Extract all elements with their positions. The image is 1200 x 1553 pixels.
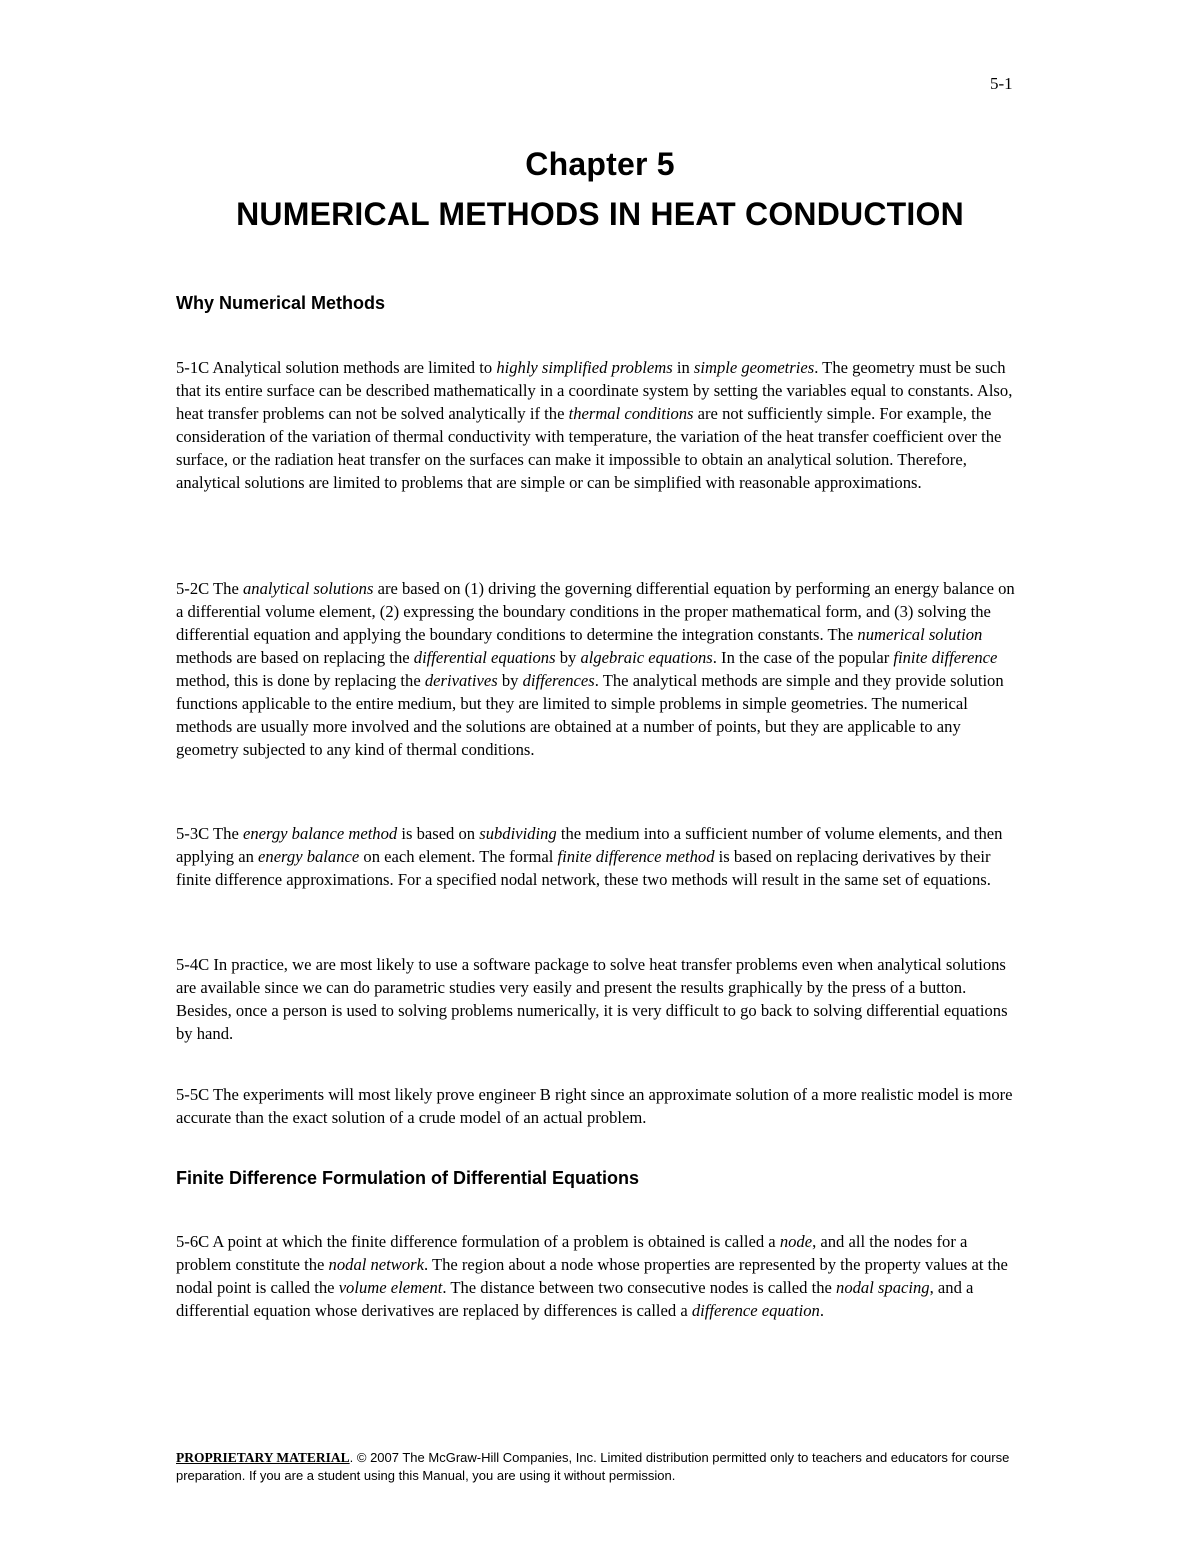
problem-number: 5-2C — [176, 579, 210, 598]
emphasized-term: volume element — [338, 1278, 443, 1297]
emphasized-term: differential equations — [413, 648, 556, 667]
problem-number: 5-1C — [176, 358, 210, 377]
paragraph-text: method, this is done by replacing the — [176, 671, 425, 690]
paragraph-text: A point at which the finite difference formulation of a problem is obtained is called a — [209, 1232, 780, 1251]
paragraph-text: Analytical solution methods are limited to — [209, 358, 497, 377]
page-number: 5-1 — [990, 74, 1013, 93]
paragraph-text: by — [497, 671, 523, 690]
emphasized-term: derivatives — [424, 671, 498, 690]
emphasized-term: thermal conditions — [568, 404, 694, 423]
paragraph-text: The — [209, 579, 243, 598]
emphasized-term: analytical solutions — [242, 579, 374, 598]
footer — [176, 1449, 1026, 1485]
paragraph-text: The experiments will most likely prove engineer B right since an approximate solution of a more realistic model is more accurate than the exact solution of a crude model of an actual problem. — [176, 1085, 1013, 1127]
paragraph — [176, 953, 1026, 1045]
paragraph-text: , and all the nodes for a problem constitute the — [176, 1232, 968, 1274]
paragraph-text: are based on (1) driving the governing differential equation by performing an energy balance on a differential volume element, (2) expressing the boundary conditions in the proper mathematical form, and (3) solving the differential equation and applying the boundary conditions to determine the integration constants. The — [176, 579, 1015, 644]
paragraph-text: . — [819, 1301, 824, 1320]
paragraph-text: is based on replacing derivatives by their finite difference approximations. For a specified nodal network, these two methods will result in the same set of equations. — [176, 847, 991, 889]
paragraph-text: methods are based on replacing the — [176, 648, 414, 667]
problem-number: 5-3C — [176, 824, 210, 843]
chapter-title: NUMERICAL METHODS IN HEAT CONDUCTION — [236, 196, 964, 232]
paragraph-text: on each element. The formal — [359, 847, 558, 866]
paragraph-text: the medium into a sufficient number of volume elements, and then applying an — [176, 824, 1003, 866]
chapter-label: Chapter 5 — [525, 146, 675, 182]
emphasized-term: node — [779, 1232, 813, 1251]
paragraph-text: . In the case of the popular — [712, 648, 894, 667]
emphasized-term: algebraic equations — [580, 648, 713, 667]
problem-number: 5-6C — [176, 1232, 210, 1251]
paragraph-text: . The geometry must be such that its entire surface can be described mathematically in a coordinate system by setting the variables equal to constants. Also, heat transfer problems can not be solved analytically if the — [176, 358, 1013, 423]
paragraph — [176, 356, 1026, 494]
emphasized-term: finite difference — [893, 648, 998, 667]
paragraph-text: . The distance between two consecutive nodes is called the — [442, 1278, 837, 1297]
section-heading: Finite Difference Formulation of Differential Equations — [176, 1168, 640, 1188]
emphasized-term: simple geometries — [693, 358, 815, 377]
emphasized-term: differences — [522, 671, 595, 690]
paragraph — [176, 1083, 1026, 1129]
emphasized-term: highly simplified problems — [496, 358, 673, 377]
footer-text: . © 2007 The McGraw-Hill Companies, Inc. Limited distribution permitted only to teachers and educators for course preparation. If you are a student using this Manual, you are using it without permission. — [176, 1450, 1010, 1483]
problem-number: 5-4C — [176, 955, 210, 974]
paragraph-text: is based on — [397, 824, 480, 843]
problem-number: 5-5C — [176, 1085, 210, 1104]
emphasized-term: finite difference method — [557, 847, 715, 866]
paragraph-text: . The region about a node whose properties are represented by the property values at the nodal point is called the — [176, 1255, 1008, 1297]
section-heading: Why Numerical Methods — [176, 293, 386, 313]
paragraph-text: . The analytical methods are simple and they provide solution functions applicable to the entire medium, but they are limited to simple problems in simple geometries. The numerical methods are usually more involved and the solutions are obtained at a number of points, but they are applicable to any geometry subjected to any kind of thermal conditions. — [176, 671, 1004, 759]
paragraph-text: in — [672, 358, 694, 377]
emphasized-term: numerical solution — [857, 625, 983, 644]
emphasized-term: subdividing — [479, 824, 557, 843]
paragraph-text: are not sufficiently simple. For example, the consideration of the variation of thermal conductivity with temperature, the variation of the heat transfer coefficient over the surface, or the radiation heat transfer on the surfaces can make it impossible to obtain an analytical solution. Therefore, analytical solutions are limited to problems that are simple or can be simplified with reasonable approximations. — [176, 404, 1002, 492]
paragraph-text: In practice, we are most likely to use a software package to solve heat transfer problems even when analytical solutions are available since we can do parametric studies very easily and present the results graphically by the press of a button. Besides, once a person is used to solving problems numerically, it is very difficult to go back to solving differential equations by hand. — [176, 955, 1008, 1043]
paragraph-text: The — [209, 824, 243, 843]
emphasized-term: difference equation — [691, 1301, 820, 1320]
paragraph — [176, 577, 1026, 761]
emphasized-term: energy balance — [258, 847, 360, 866]
paragraph — [176, 822, 1026, 891]
emphasized-term: energy balance method — [242, 824, 398, 843]
footer-label: PROPRIETARY MATERIAL — [176, 1450, 350, 1465]
paragraph-text: by — [555, 648, 581, 667]
emphasized-term: nodal spacing — [836, 1278, 930, 1297]
paragraph — [176, 1230, 1026, 1322]
emphasized-term: nodal network — [328, 1255, 424, 1274]
paragraph-text: , and a differential equation whose derivatives are replaced by differences is called a — [176, 1278, 974, 1320]
